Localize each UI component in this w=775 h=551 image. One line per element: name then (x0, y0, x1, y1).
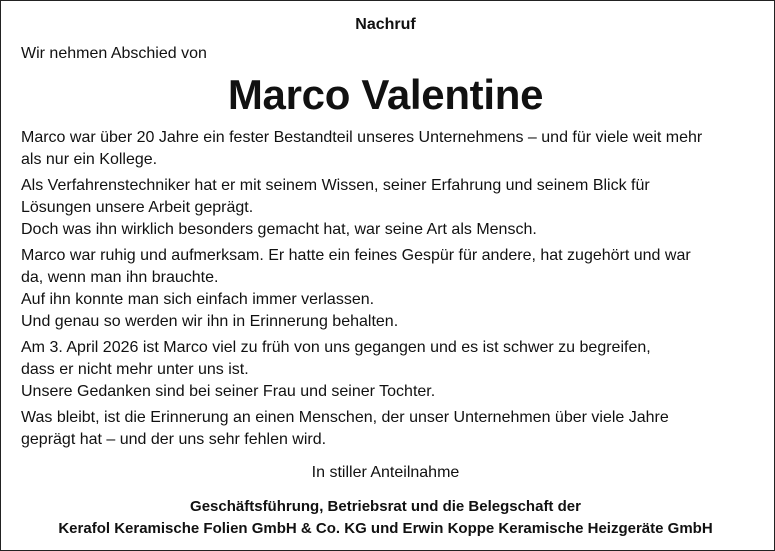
notice-heading: Nachruf (355, 16, 416, 33)
text-line: dass er nicht mehr unter uns ist. (21, 361, 249, 378)
signature-line-1: Geschäftsführung, Betriebsrat und die Belegschaft der (190, 498, 581, 515)
text-line: Auf ihn konnte man sich einfach immer verlassen. (21, 291, 375, 308)
text-line: Doch was ihn wirklich besonders gemacht hat, war seine Art als Mensch. (21, 221, 537, 238)
text-line: Was bleibt, ist die Erinnerung an einen Menschen, der unser Unternehmen über viele Jahre (21, 409, 669, 426)
text-line: Und genau so werden wir ihn in Erinnerung behalten. (21, 313, 399, 330)
text-line: als nur ein Kollege. (21, 151, 158, 168)
paragraph (21, 175, 750, 241)
closing-text: In stiller Anteilnahme (311, 464, 460, 481)
text-line: Lösungen unsere Arbeit geprägt. (21, 199, 254, 216)
paragraph (21, 407, 750, 451)
deceased-name: Marco Valentine (227, 71, 544, 118)
signature-line-2: Kerafol Keramische Folien GmbH & Co. KG und Erwin Koppe Keramische Heizgeräte GmbH (58, 520, 713, 537)
paragraph (21, 337, 750, 403)
text-line: Als Verfahrenstechniker hat er mit seinem Wissen, seiner Erfahrung und seinem Blick für (21, 177, 650, 194)
text-line: geprägt hat – und der uns sehr fehlen wird. (21, 431, 327, 448)
signature-block (21, 496, 750, 540)
obituary-body (21, 127, 750, 451)
text-line: Marco war über 20 Jahre ein fester Bestandteil unseres Unternehmens – und für viele weit mehr (21, 129, 703, 146)
paragraph (21, 127, 750, 171)
paragraph (21, 245, 750, 333)
text-line: Marco war ruhig und aufmerksam. Er hatte ein feines Gespür für andere, hat zugehört und war (21, 247, 691, 264)
text-line: Am 3. April 2026 ist Marco viel zu früh von uns gegangen und es ist schwer zu begreifen, (21, 339, 651, 356)
text-line: da, wenn man ihn brauchte. (21, 269, 219, 286)
intro-text: Wir nehmen Abschied von (21, 45, 207, 62)
text-line: Unsere Gedanken sind bei seiner Frau und seiner Tochter. (21, 383, 436, 400)
